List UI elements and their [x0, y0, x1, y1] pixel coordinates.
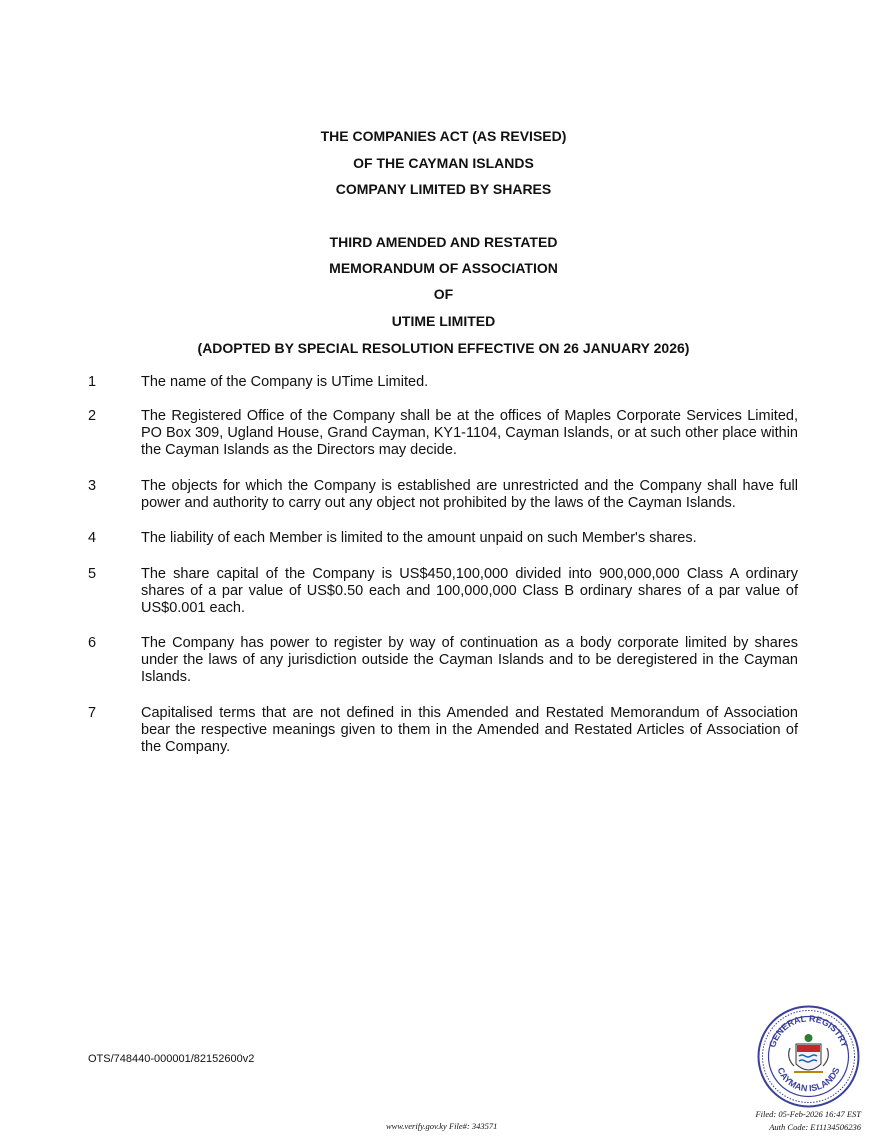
clause-number: 2	[88, 408, 97, 424]
title-company-type: COMPANY LIMITED BY SHARES	[335, 181, 552, 197]
clause-number: 6	[88, 635, 97, 651]
clause-text: The Company has power to register by way of continuation as a body corporate limited by shares under the laws of any jurisdiction outside the Cayman Islands and to be deregistered in the Cayman Islands.	[141, 635, 798, 685]
verify-footer: www.verify.gov.ky File#: 343571	[386, 1121, 498, 1131]
seal-bottom-text: CAYMAN ISLANDS	[775, 1065, 842, 1094]
clause-number: 5	[88, 566, 97, 582]
title-memorandum: MEMORANDUM OF ASSOCIATION	[329, 260, 558, 276]
clause-number: 3	[88, 478, 97, 494]
title-jurisdiction: OF THE CAYMAN ISLANDS	[353, 155, 534, 171]
clause-text: The name of the Company is UTime Limited.	[141, 374, 429, 390]
auth-code: Auth Code: E11134506236	[769, 1122, 861, 1132]
clause-text: The share capital of the Company is US$450,100,000 divided into 900,000,000 Class A ordinary shares of a par value of US$0.50 each and 100,000,000 Class B ordinary shares of a par value of US$0.001 each.	[141, 566, 798, 616]
title-adoption: (ADOPTED BY SPECIAL RESOLUTION EFFECTIVE ON 26 JANUARY 2026)	[197, 340, 690, 356]
clause-number: 4	[88, 530, 97, 546]
clause-number: 7	[88, 705, 97, 721]
filed-timestamp: Filed: 05-Feb-2026 16:47 EST	[755, 1109, 861, 1119]
title-act: THE COMPANIES ACT (AS REVISED)	[320, 128, 567, 144]
clause-text: The liability of each Member is limited to the amount unpaid on such Member's shares.	[141, 530, 697, 546]
title-company-name: UTIME LIMITED	[391, 313, 496, 329]
coat-of-arms-icon	[789, 1034, 829, 1072]
seal-top-text: GENERAL REGISTRY	[767, 1013, 850, 1049]
clause-text: The Registered Office of the Company shall be at the offices of Maples Corporate Services Limited, PO Box 309, Ugland House, Grand Cayman, KY1-1104, Cayman Islands, or at such other place within the Cayman Islands as the Directors may decide.	[141, 408, 798, 458]
title-of: OF	[433, 286, 454, 302]
document-reference: OTS/748440-000001/82152600v2	[88, 1053, 255, 1065]
title-amended: THIRD AMENDED AND RESTATED	[329, 234, 558, 250]
clause-number: 1	[88, 374, 97, 390]
clause-text: The objects for which the Company is established are unrestricted and the Company shall have full power and authority to carry out any object not prohibited by the laws of the Cayman Islands.	[141, 478, 798, 511]
clause-text: Capitalised terms that are not defined in this Amended and Restated Memorandum of Association bear the respective meanings given to them in the Amended and Restated Articles of Association of the Company.	[141, 705, 798, 755]
general-registry-seal	[756, 1004, 861, 1109]
